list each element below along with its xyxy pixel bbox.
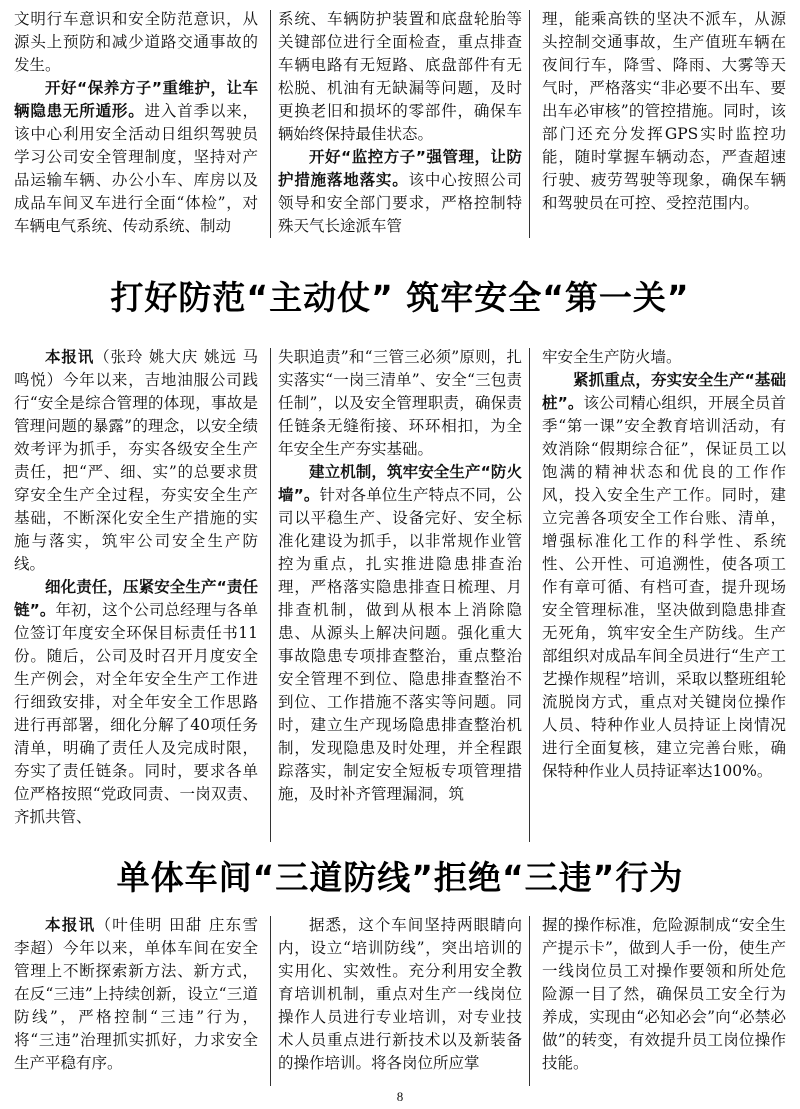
column-divider bbox=[529, 348, 530, 842]
paragraph bbox=[14, 346, 258, 576]
subheading: 紧抓重点，夯实安全生产“基础桩”。 bbox=[542, 371, 786, 412]
paragraph: 据悉，这个车间坚持两眼睛向内，设立“培训防线”，突出培训的实用化、实效性。充分利用安全教育培训机制，重点对生产一线岗位操作人员进行专业培训，对专业技术人员重点进行新技术以及新装备的操作培训。将各岗位所应掌 bbox=[278, 916, 522, 1072]
article1-column-2 bbox=[278, 8, 522, 240]
paragraph: 文明行车意识和安全防范意识，从源头上预防和减少道路交通事故的发生。 bbox=[14, 10, 258, 74]
page-number: 8 bbox=[396, 1089, 404, 1104]
headline: 打好防范“主动仗” 筑牢安全“第一关” bbox=[110, 278, 690, 317]
article-body bbox=[14, 346, 786, 844]
paragraph bbox=[14, 914, 258, 1075]
subheading: 开好“监控方子”强管理，让防护措施落地落实。 bbox=[278, 148, 522, 189]
subheading: 开好“保养方子”重维护，让车辆隐患无所遁形。 bbox=[14, 79, 258, 120]
article3-column-2 bbox=[278, 914, 522, 1094]
column-divider bbox=[270, 10, 271, 238]
paragraph bbox=[14, 576, 258, 829]
paragraph: 失职追责”和“三管三必须”原则，扎实落实“一岗三清单”、安全“三包责任制”，以及安全管理职责，确保责任链条无缝衔接、环环相扣，为全年安全生产夯实基础。 bbox=[278, 348, 522, 458]
subheading: 建立机制，筑牢安全生产“防火墙”。 bbox=[278, 463, 522, 504]
paragraph-text: 进入首季以来，该中心利用安全活动日组织驾驶员学习公司安全管理制度，坚持对产品运输车辆、办公小车、库房以及成品车间叉车进行全面“体检”，对车辆电气系统、传动系统、制动 bbox=[14, 102, 258, 235]
dateline: 本报讯 bbox=[45, 348, 95, 366]
paragraph-text: 该公司精心组织，开展全员首季“第一课”安全教育培训活动，有效消除“假期综合征”，保证员工以饱满的精神状态和优良的工作作风，投入安全生产工作。同时，建立完善各项安全工作台账、清单，增强标准化工作的科学性、系统性、公开性、可追溯性，使各项工作有章可循、有档可查，提升现场安全管理标准，坚决做到隐患排查无死角，筑牢安全生产防线。生产部组织对成品车间全员进行“生产工艺操作规程”培训，采取以整班组轮流脱岗方式，重点对关键岗位操作人员、特种作业人员持证上岗情况进行全面复核，建立完善台账，确保特种作业人员持证率达100%。 bbox=[542, 394, 786, 780]
paragraph: 理，能乘高铁的坚决不派车，从源头控制交通事故，生产值班车辆在夜间行车，降雪、降雨、大雾等天气时，严格落实“非必要不出车、要出车必审核”的管控措施。同时，该部门还充分发挥GPS实时监控功能，随时掌握车辆动态，严查超速行驶、疲劳驾驶等现象，确保车辆和驾驶员在可控、受控范围内。 bbox=[542, 10, 786, 212]
article1-column-3 bbox=[542, 8, 786, 240]
article1-column-1 bbox=[14, 8, 258, 240]
paragraph bbox=[278, 461, 522, 806]
article-body bbox=[14, 914, 786, 1094]
paragraph: 牢安全生产防火墙。 bbox=[542, 348, 682, 366]
paragraph: 握的操作标准，危险源制成“安全生产提示卡”，做到人手一份，使生产一线岗位员工对操作要领和所处危险源一目了然，确保员工安全行为养成，实现由“必知必会”向“必禁必做”的转变，有效提升员工岗位操作技能。 bbox=[542, 916, 786, 1072]
paragraph-text: （叶佳明 田甜 庄东雪 李超）今年以来，单体车间在安全管理上不断探索新方法、新方式，在反“三违”上持续创新，设立“三道防线”，严格控制“三违”行为，将“三违”治理抓实抓好，力求安全生产平稳有序。 bbox=[14, 916, 258, 1072]
paragraph bbox=[14, 77, 258, 238]
column-divider bbox=[529, 916, 530, 1086]
article3-column-3 bbox=[542, 914, 786, 1094]
subheading: 细化责任，压紧安全生产“责任链”。 bbox=[14, 578, 258, 619]
article-continuation bbox=[14, 8, 786, 240]
paragraph-text: 该中心按照公司领导和安全部门要求，严格控制特殊天气长途派车管 bbox=[278, 171, 522, 235]
paragraph bbox=[278, 146, 522, 238]
column-divider bbox=[270, 916, 271, 1086]
dateline: 本报讯 bbox=[45, 916, 96, 934]
article2-column-1 bbox=[14, 346, 258, 844]
paragraph-text: 年初，这个公司总经理与各单位签订年度安全环保目标责任书11份。随后，公司及时召开月度安全生产例会，对全年安全生产工作进行细致安排，对全年安全工作思路进行再部署，细化分解了40项任务清单，明确了责任人及完成时限，夯实了责任链条。同时，要求各单位严格按照“党政同责、一岗双责、齐抓共管、 bbox=[14, 601, 258, 826]
paragraph-text: 针对各单位生产特点不同，公司以平稳生产、设备完好、安全标准化建设为抓手，以非常规作业管控为重点，扎实推进隐患排查治理，严格落实隐患排查日梳理、月排查机制，做到从根本上消除隐患、从源头上解决问题。强化重大事故隐患专项排查整治，重点整治安全管理不到位、隐患排查整治不到位、工作措施不落实等问题。同时，建立生产现场隐患排查整治机制，发现隐患及时处理，并全程跟踪落实，制定安全短板专项管理措施，及时补齐管理漏洞，筑 bbox=[278, 486, 522, 803]
paragraph: 系统、车辆防护装置和底盘轮胎等关键部位进行全面检查，重点排查车辆电路有无短路、底盘部件有无松脱、机油有无缺漏等问题，及时更换老旧和损坏的零部件，确保车辆始终保持最佳状态。 bbox=[278, 10, 522, 143]
column-divider bbox=[270, 348, 271, 842]
article2-column-3 bbox=[542, 346, 786, 844]
column-divider bbox=[529, 10, 530, 238]
article2-column-2 bbox=[278, 346, 522, 844]
paragraph bbox=[542, 369, 786, 783]
article3-column-1 bbox=[14, 914, 258, 1094]
paragraph-text: （张玲 姚大庆 姚远 马鸣悦）今年以来，吉地油服公司践行“安全是综合管理的体现，事故是管理问题的暴露”的理念，以安全绩效考评为抓手，夯实各级安全生产责任，把“严、细、实”的总要求贯穿安全生产全过程，夯实安全生产基础，不断深化安全生产措施的实施与落实，筑牢公司安全生产防线。 bbox=[14, 348, 258, 573]
headline: 单体车间“三道防线”拒绝“三违”行为 bbox=[116, 858, 684, 897]
